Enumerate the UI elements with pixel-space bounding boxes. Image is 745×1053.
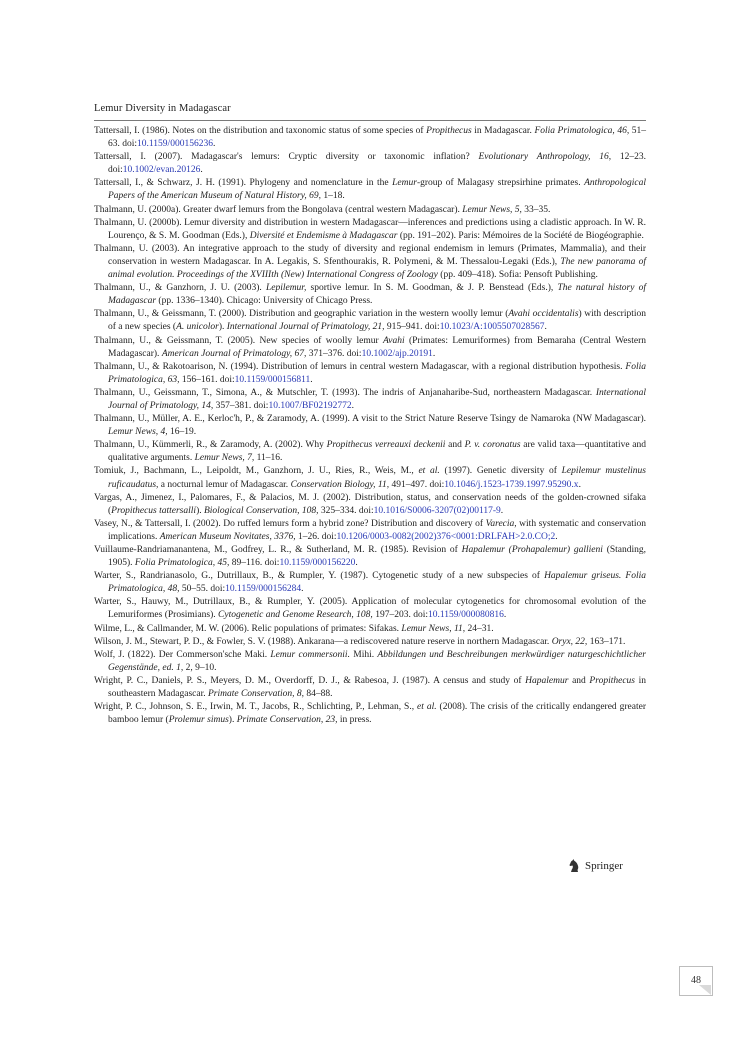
reference-text: and bbox=[568, 675, 590, 686]
reference-text: (pp. 409–418). Sofia: Pensoft Publishing. bbox=[437, 270, 598, 281]
reference-text: Tattersall, I., & Schwarz, J. H. (1991). Phylogeny and nomenclature in the bbox=[94, 178, 393, 189]
page-number: 48 bbox=[679, 966, 713, 996]
reference-italic: Lemur News, 4, bbox=[108, 427, 168, 438]
reference-item bbox=[94, 151, 646, 177]
reference-text: . bbox=[432, 348, 436, 359]
reference-text: 84–88. bbox=[304, 689, 333, 700]
reference-item bbox=[94, 177, 646, 203]
reference-text: (Standing, 1905). bbox=[108, 545, 647, 569]
reference-italic: Primate Conservation, 8, bbox=[207, 689, 305, 700]
reference-text: Wilme, L., & Callmander, M. W. (2006). Relic populations of primates: Sifakas. bbox=[94, 623, 402, 634]
reference-italic: Cytogenetic and Genome Research, 108, bbox=[218, 610, 373, 621]
reference-italic: Prolemur simus bbox=[168, 715, 229, 726]
reference-text: Thalmann, U., Kümmerli, R., & Zaramody, A. (2002). Why bbox=[94, 440, 327, 451]
reference-text: 357–381. doi: bbox=[213, 400, 269, 411]
reference-italic: Varecia, bbox=[485, 518, 517, 529]
reference-italic: Folia Primatologica, 63, bbox=[108, 361, 646, 385]
reference-text: (1997). Genetic diversity of bbox=[439, 466, 562, 477]
reference-italic: Abbildungen und Beschreibungen merkwürdiger naturgeschichtlicher Gegenstände, ed. 1, bbox=[108, 649, 646, 673]
reference-italic: International Journal of Primatology, 21, bbox=[226, 322, 385, 333]
reference-italic: International Journal of Primatology, 14, bbox=[108, 387, 646, 411]
reference-text: ). bbox=[196, 505, 204, 516]
reference-text: Tattersall, I. (1986). Notes on the distribution and taxonomic status of some species of bbox=[94, 126, 427, 136]
reference-italic: Hapalemur griseus. Folia Primatologica, 48, bbox=[108, 571, 646, 595]
reference-italic: Biological Conservation, 108, bbox=[203, 505, 319, 516]
reference-item bbox=[94, 623, 646, 636]
reference-text: -group of Malagasy strepsirhine primates. bbox=[416, 178, 585, 189]
reference-item bbox=[94, 361, 646, 387]
reference-italic: Lepilemur, bbox=[265, 283, 307, 294]
reference-text: in Madagascar. bbox=[471, 126, 535, 136]
reference-text: (2008). The crisis of the critically endangered greater bamboo lemur ( bbox=[108, 702, 646, 726]
reference-text: 16–19. bbox=[167, 427, 197, 438]
reference-text: Thalmann, U., & Geissmann, T. (2000). Distribution and geographic variation in the western woolly lemur ( bbox=[94, 309, 509, 320]
reference-text: . bbox=[500, 505, 504, 516]
reference-item bbox=[94, 243, 646, 282]
reference-italic: Folia Primatologica, 46, bbox=[534, 126, 630, 136]
reference-italic: P. v. coronatus bbox=[464, 440, 521, 451]
doi-link[interactable]: 10.1002/evan.20126 bbox=[122, 165, 201, 176]
doi-link[interactable]: 10.1046/j.1523-1739.1997.95290.x bbox=[444, 479, 579, 490]
reference-italic: Folia Primatologica, 45, bbox=[134, 558, 230, 569]
reference-italic: Evolutionary Anthropology, 16, bbox=[478, 152, 612, 163]
reference-text: Thalmann, U., Geissmann, T., Simona, A., & Mutschler, T. (1993). The indris of Anjanaharibe-Sud, northeastern Madagascar. bbox=[94, 387, 596, 398]
doi-link[interactable]: 10.1159/000156811 bbox=[234, 374, 311, 385]
reference-text: 51–63. doi: bbox=[108, 126, 647, 150]
reference-italic: A. unicolor bbox=[176, 322, 219, 333]
reference-item bbox=[94, 125, 646, 151]
doi-link[interactable]: 10.1206/0003-0082(2002)376<0001:DRLFAH>2.0.CO;2 bbox=[336, 531, 556, 542]
reference-item bbox=[94, 649, 646, 675]
publisher-name: Springer bbox=[585, 859, 623, 872]
reference-text: 11–16. bbox=[254, 453, 283, 464]
reference-text: Mihi. bbox=[349, 649, 378, 660]
reference-italic: Primate Conservation, 23, bbox=[236, 715, 338, 726]
reference-italic: The new panorama of animal evolution. Proceedings of the XVIIIth (New) International Congress of Zoology bbox=[108, 256, 646, 281]
reference-italic: Oryx, 22, bbox=[551, 636, 588, 647]
reference-text: Thalmann, U. (2003). An integrative approach to the study of diversity and regional endemism in lemurs (Primates, Mammalia), and their conservation in western Madagascar. In A. Legakis, S. Sfenthourakis, R. Polymeni, & M. Thessalou-Legaki (Eds.), bbox=[94, 243, 646, 267]
reference-text: 156–161. doi: bbox=[179, 374, 235, 385]
reference-italic: Anthropological Papers of the American Museum of Natural History, 69, bbox=[108, 178, 646, 202]
reference-item bbox=[94, 204, 646, 217]
reference-text: Wright, P. C., Daniels, P. S., Meyers, D. M., Overdorff, D. J., & Rabesoa, J. (1987). A census and study of bbox=[94, 675, 526, 686]
reference-italic: The natural history of Madagascar bbox=[108, 283, 646, 307]
reference-text: Tattersall, I. (2007). Madagascar's lemurs: Cryptic diversity or taxonomic inflation? bbox=[94, 152, 479, 163]
page-curl-decoration bbox=[699, 985, 711, 995]
reference-text: 371–376. doi: bbox=[306, 348, 362, 359]
reference-item bbox=[94, 701, 646, 727]
reference-text: . bbox=[555, 531, 558, 542]
reference-text: . bbox=[355, 558, 358, 569]
reference-item bbox=[94, 465, 646, 491]
reference-item bbox=[94, 544, 646, 570]
doi-link[interactable]: 10.1159/000156284 bbox=[225, 584, 302, 595]
reference-text: 1–18. bbox=[321, 191, 345, 202]
reference-text: . bbox=[200, 165, 203, 176]
reference-italic: American Museum Novitates, 3376, bbox=[159, 531, 296, 542]
reference-italic: Lepilemur mustelinus ruficaudatus, bbox=[108, 466, 646, 490]
reference-text: Vasey, N., & Tattersall, I. (2002). Do ruffed lemurs form a hybrid zone? Distribution and discovery of bbox=[94, 518, 486, 529]
reference-italic: Avahi bbox=[382, 335, 405, 346]
reference-text: Wilson, J. M., Stewart, P. D., & Fowler, S. V. (1988). Ankarana—a rediscovered nature reserve in northern Madagascar. bbox=[94, 636, 552, 647]
reference-text: sportive lemur. In S. M. Goodman, & J. P. Benstead (Eds.), bbox=[306, 283, 558, 294]
reference-item bbox=[94, 335, 646, 361]
reference-item bbox=[94, 492, 646, 518]
header-rule bbox=[94, 120, 646, 121]
reference-text: 197–203. doi: bbox=[372, 610, 428, 621]
reference-italic: Propithecus bbox=[426, 126, 472, 136]
reference-text: in southeastern Madagascar. bbox=[108, 675, 647, 700]
reference-text: 1–26. doi: bbox=[295, 531, 337, 542]
reference-italic: Lemur bbox=[392, 178, 417, 189]
publisher-logo bbox=[568, 858, 623, 873]
reference-text: . bbox=[212, 139, 216, 150]
reference-text: 915–941. doi: bbox=[384, 322, 440, 333]
reference-italic: Lemur commersonii. bbox=[270, 649, 350, 660]
reference-text: 325–334. doi: bbox=[318, 505, 374, 516]
reference-text: Thalmann, U. (2000b). Lemur diversity and distribution in western Madagascar—inferences and predictions using a cladistic approach. In W. R. Lourenço, & S. M. Goodman (Eds.), bbox=[94, 217, 646, 241]
doi-link[interactable]: 10.1002/ajp.20191 bbox=[361, 348, 433, 359]
reference-item bbox=[94, 387, 646, 413]
doi-link[interactable]: 10.1016/S0006-3207(02)00117-9 bbox=[373, 505, 501, 516]
reference-italic: Lemur News, 5, bbox=[462, 204, 522, 215]
reference-text: . bbox=[310, 374, 313, 385]
reference-text: (pp. 191–202). Paris: Mémoires de la Société de Biogéographie. bbox=[397, 230, 644, 241]
reference-italic: Avahi occidentalis bbox=[508, 309, 579, 320]
reference-item bbox=[94, 570, 646, 596]
reference-item bbox=[94, 596, 646, 622]
reference-text: . bbox=[351, 400, 354, 411]
running-head: Lemur Diversity in Madagascar bbox=[94, 103, 231, 114]
reference-text: 50–55. doi: bbox=[179, 584, 226, 595]
reference-text: 163–171. bbox=[587, 636, 626, 647]
reference-text: . bbox=[301, 584, 304, 595]
reference-italic: Hapalemur (Prohapalemur) gallieni bbox=[461, 545, 603, 555]
reference-italic: et al. bbox=[418, 466, 440, 477]
reference-text: 33–35. bbox=[521, 204, 551, 215]
doi-link[interactable]: 10.1023/A:1005507028567 bbox=[439, 322, 545, 333]
reference-text: 89–116. doi: bbox=[229, 558, 280, 569]
reference-text: are valid taxa—quantitative and qualitative arguments. bbox=[108, 440, 647, 464]
reference-text: Thalmann, U., Müller, A. E., Kerloc'h, P., & Zaramody, A. (1999). A visit to the Strict Nature Reserve Tsingy de Namaroka (NW Madagascar). bbox=[94, 414, 646, 425]
reference-italic: Lemur News, 11, bbox=[401, 623, 466, 634]
reference-text: 24–31. bbox=[465, 623, 494, 634]
reference-text: Vargas, A., Jimenez, I., Palomares, F., & Palacios, M. J. (2002). Distribution, status, and conservation needs of the golden-crowned sifaka ( bbox=[94, 492, 646, 516]
reference-text: Thalmann, U., & Geissmann, T. (2005). New species of woolly lemur bbox=[94, 335, 383, 346]
doi-link[interactable]: 10.1007/BF02192772 bbox=[268, 400, 352, 411]
reference-text: Thalmann, U. (2000a). Greater dwarf lemurs from the Bongolava (central western Madagascar). bbox=[94, 204, 463, 215]
reference-text: Wright, P. C., Johnson, S. E., Irwin, M. T., Jacobs, R., Schlichting, P., Lehman, S., bbox=[94, 702, 418, 713]
reference-text: (Primates: Lemuriformes) from Bemaraha (Central Western Madagascar). bbox=[108, 335, 646, 359]
reference-item bbox=[94, 636, 646, 649]
reference-item bbox=[94, 518, 646, 544]
reference-item bbox=[94, 308, 646, 334]
doi-link[interactable]: 10.1159/000080816 bbox=[427, 610, 504, 621]
reference-text: with systematic and conservation implications. bbox=[108, 518, 646, 542]
springer-knight-icon bbox=[568, 858, 581, 873]
reference-text: Vuillaume-Randriamanantena, M., Godfrey, L. R., & Sutherland, M. R. (1985). Revision of bbox=[94, 545, 462, 555]
reference-item bbox=[94, 675, 646, 701]
reference-text: Wolf, J. (1822). Der Commerson'sche Maki. bbox=[94, 649, 271, 660]
reference-italic: Propithecus bbox=[589, 675, 635, 686]
reference-italic: Propithecus tattersalli bbox=[111, 505, 197, 516]
reference-text: 2, 9–10. bbox=[183, 662, 217, 673]
reference-text: (pp. 1336–1340). Chicago: University of Chicago Press. bbox=[156, 296, 373, 307]
reference-text: . bbox=[578, 479, 581, 490]
reference-list bbox=[94, 125, 646, 727]
reference-italic: Diversité et Endemisme à Madagascar bbox=[249, 230, 398, 241]
reference-italic: American Journal of Primatology, 67, bbox=[161, 348, 307, 359]
reference-text: ). bbox=[228, 715, 237, 726]
reference-item bbox=[94, 439, 646, 465]
reference-text: in press. bbox=[337, 715, 372, 726]
reference-text: ). bbox=[218, 322, 227, 333]
reference-text: Tomiuk, J., Bachmann, L., Leipoldt, M., Ganzhorn, J. U., Ries, R., Weis, M., bbox=[94, 466, 419, 477]
reference-text: . bbox=[544, 322, 547, 333]
reference-italic: Hapalemur bbox=[525, 675, 569, 686]
reference-text: and bbox=[445, 440, 465, 451]
reference-text: Thalmann, U., & Rakotoarison, N. (1994). Distribution of lemurs in central western Madagascar, with a regional distribution hypothesis. bbox=[94, 361, 626, 372]
reference-item bbox=[94, 413, 646, 439]
reference-text: 491–497. doi: bbox=[389, 479, 445, 490]
reference-item bbox=[94, 217, 646, 243]
reference-italic: Propithecus verreauxi deckenii bbox=[326, 440, 446, 451]
reference-item bbox=[94, 282, 646, 308]
reference-text: Warter, S., Randrianasolo, G., Dutrillaux, B., & Rumpler, Y. (1987). Cytogenetic study of a new subspecies of bbox=[94, 571, 545, 582]
doi-link[interactable]: 10.1159/000156220 bbox=[279, 558, 356, 569]
reference-text: 12–23. doi: bbox=[108, 152, 646, 176]
reference-italic: et al. bbox=[417, 702, 437, 713]
reference-text: a nocturnal lemur of Madagascar. bbox=[158, 479, 291, 490]
reference-text: Warter, S., Hauwy, M., Dutrillaux, B., & Rumpler, Y. (2005). Application of molecular cytogenetics for chromosomal evolution of the Lemuriformes (Prosimians). bbox=[94, 597, 646, 621]
doi-link[interactable]: 10.1159/000156236 bbox=[137, 139, 213, 150]
reference-italic: Lemur News, 7, bbox=[194, 453, 255, 464]
reference-italic: Conservation Biology, 11, bbox=[290, 479, 390, 490]
reference-text: . bbox=[503, 610, 507, 621]
reference-text: ) with description of a new species ( bbox=[108, 309, 647, 333]
reference-text: Thalmann, U., & Ganzhorn, J. U. (2003). bbox=[94, 283, 266, 294]
